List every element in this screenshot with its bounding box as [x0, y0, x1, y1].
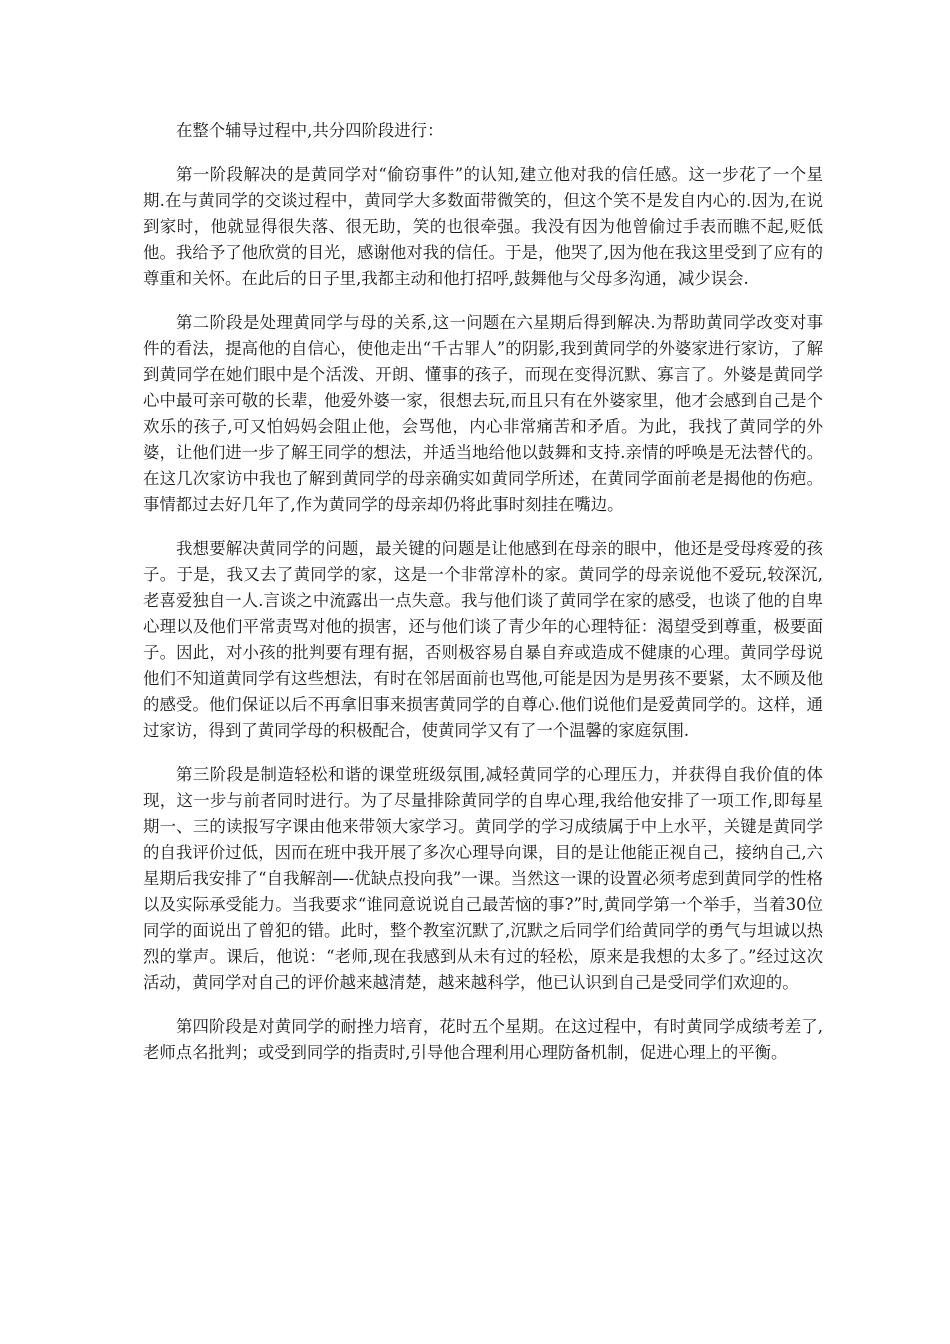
paragraph-intro: 在整个辅导过程中,共分四阶段进行： [176, 121, 444, 140]
paragraph-stage-three: 第三阶段是制造轻松和谐的课堂班级氛围,减轻黄同学的心理压力，并获得自我价值的体现，这一步与前者同时进行。为了尽量排除黄同学的自卑心理,我给他安排了一项工作,即每星期一、三的读报写字课由他来带领大家学习。黄同学的学习成绩属于中上水平，关键是黄同学的自我评价过低，因而在班中我开展了多次心理导向课，目的是让他能正视自己，接纳自己,六星期后我安排了“自我解剖—-优缺点投向我”一课。当然这一课的设置必须考虑到黄同学的性格以及实际承受能力。当我要求“谁同意说说自己最苦恼的事?”时,黄同学第一个举手，当着30位同学的面说出了曾犯的错。此时，整个教室沉默了,沉默之后同学们给黄同学的勇气与坦诚以热烈的掌声。课后，他说：“老师,现在我感到从未有过的轻松，原来是我想的太多了。”经过这次活动，黄同学对自己的评价越来越清楚，越来越科学，他已认识到自己是受同学们欢迎的。 [143, 765, 823, 992]
paragraph-stage-two-continued: 我想要解决黄同学的问题，最关键的问题是让他感到在母亲的眼中，他还是受母疼爱的孩子。于是，我又去了黄同学的家，这是一个非常淳朴的家。黄同学的母亲说他不爱玩,较深沉,老喜爱独自一人.言谈之中流露出一点失意。我与他们谈了黄同学在家的感受，也谈了他的自卑心理以及他们平常责骂对他的损害，还与他们谈了青少年的心理特征：渴望受到尊重，极要面子。因此，对小孩的批判要有理有据，否则极容易自暴自弃或造成不健康的心理。黄同学母说他们不知道黄同学有这些想法，有时在邻居面前也骂他,可能是因为是男孩不要紧，太不顾及他的感受。他们保证以后不再拿旧事来损害黄同学的自尊心.他们说他们是爱黄同学的。这样，通过家访，得到了黄同学母的积极配合，使黄同学又有了一个温馨的家庭氛围. [143, 539, 823, 740]
paragraph-stage-two: 第二阶段是处理黄同学与母的关系,这一问题在六星期后得到解决.为帮助黄同学改变对事件的看法，提高他的自信心，使他走出“千古罪人”的阴影,我到黄同学的外婆家进行家访，了解到黄同学在她们眼中是个活泼、开朗、懂事的孩子，而现在变得沉默、寡言了。外婆是黄同学心中最可亲可敬的长辈，他爱外婆一家，很想去玩,而且只有在外婆家里，他才会感到自己是个欢乐的孩子,可又怕妈妈会阻止他，会骂他，内心非常痛苦和矛盾。为此，我找了黄同学的外婆，让他们进一步了解王同学的想法，并适当地给他以鼓舞和支持.亲情的呼唤是无法替代的。在这几次家访中我也了解到黄同学的母亲确实如黄同学所述，在黄同学面前老是揭他的伤疤。事情都过去好几年了,作为黄同学的母亲却仍将此事时刻挂在嘴边。 [143, 313, 823, 514]
paragraph-stage-four: 第四阶段是对黄同学的耐挫力培育，花时五个星期。在这过程中，有时黄同学成绩考差了,老师点名批判；或受到同学的指责时,引导他合理利用心理防备机制，促进心理上的平衡。 [143, 1017, 823, 1062]
paragraph-stage-one: 第一阶段解决的是黄同学对“偷窃事件”的认知,建立他对我的信任感。这一步花了一个星期.在与黄同学的交谈过程中，黄同学大多数面带微笑的，但这个笑不是发自内心的.因为,在说到家时，他就显得很失落、很无助，笑的也很牵强。我没有因为他曾偷过手表而瞧不起,贬低他。我给予了他欣赏的目光，感谢他对我的信任。于是，他哭了,因为他在我这里受到了应有的尊重和关怀。在此后的日子里,我都主动和他打招呼,鼓舞他与父母多沟通，减少误会. [143, 165, 823, 288]
document-body [143, 118, 823, 1084]
